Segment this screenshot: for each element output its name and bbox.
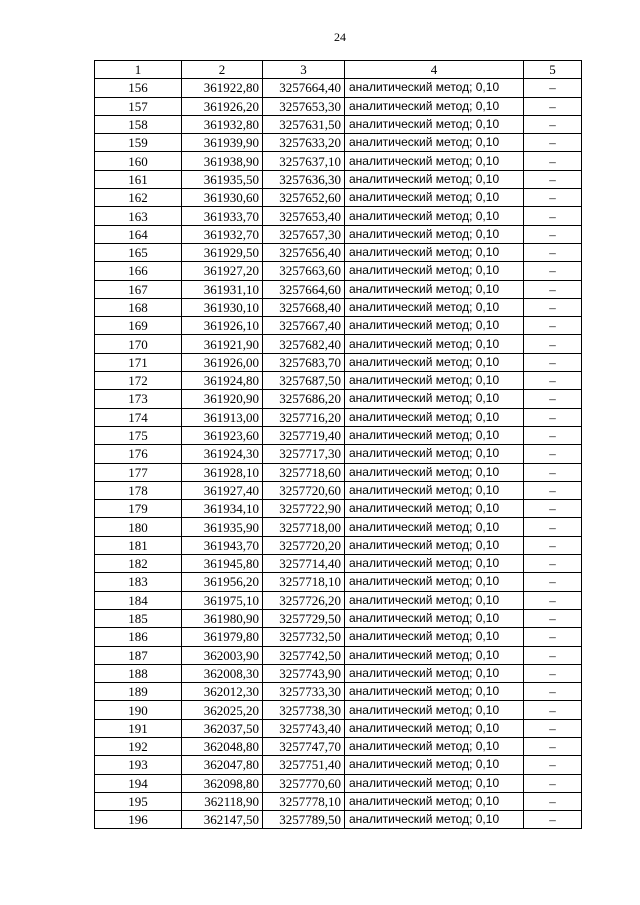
y-coordinate-cell: 3257714,40 — [263, 555, 345, 573]
description-cell: – — [524, 518, 582, 536]
y-coordinate-cell: 3257663,60 — [263, 262, 345, 280]
column-header: 5 — [524, 61, 582, 79]
x-coordinate-cell: 361932,80 — [182, 115, 263, 133]
y-coordinate-cell: 3257717,30 — [263, 445, 345, 463]
table-row — [95, 518, 582, 536]
y-coordinate-cell: 3257743,90 — [263, 664, 345, 682]
description-cell: – — [524, 555, 582, 573]
method-accuracy-cell: аналитический метод; 0,10 — [345, 500, 524, 518]
y-coordinate-cell: 3257631,50 — [263, 115, 345, 133]
point-number-cell: 157 — [95, 97, 182, 115]
x-coordinate-cell: 361943,70 — [182, 536, 263, 554]
y-coordinate-cell: 3257652,60 — [263, 189, 345, 207]
table-row — [95, 719, 582, 737]
description-cell: – — [524, 463, 582, 481]
method-accuracy-cell: аналитический метод; 0,10 — [345, 408, 524, 426]
description-cell: – — [524, 445, 582, 463]
point-number-cell: 171 — [95, 353, 182, 371]
point-number-cell: 183 — [95, 573, 182, 591]
method-accuracy-cell: аналитический метод; 0,10 — [345, 609, 524, 627]
description-cell: – — [524, 500, 582, 518]
table-row — [95, 298, 582, 316]
x-coordinate-cell: 361926,00 — [182, 353, 263, 371]
point-number-cell: 193 — [95, 756, 182, 774]
table-row — [95, 262, 582, 280]
method-accuracy-cell: аналитический метод; 0,10 — [345, 280, 524, 298]
y-coordinate-cell: 3257683,70 — [263, 353, 345, 371]
point-number-cell: 162 — [95, 189, 182, 207]
x-coordinate-cell: 361956,20 — [182, 573, 263, 591]
table-body — [95, 79, 582, 829]
description-cell: – — [524, 152, 582, 170]
description-cell: – — [524, 317, 582, 335]
point-number-cell: 195 — [95, 792, 182, 810]
y-coordinate-cell: 3257668,40 — [263, 298, 345, 316]
point-number-cell: 177 — [95, 463, 182, 481]
table-row — [95, 372, 582, 390]
description-cell: – — [524, 97, 582, 115]
y-coordinate-cell: 3257657,30 — [263, 225, 345, 243]
y-coordinate-cell: 3257718,00 — [263, 518, 345, 536]
table-header-row — [95, 61, 582, 79]
x-coordinate-cell: 361929,50 — [182, 243, 263, 261]
table-row — [95, 683, 582, 701]
point-number-cell: 185 — [95, 609, 182, 627]
method-accuracy-cell: аналитический метод; 0,10 — [345, 719, 524, 737]
description-cell: – — [524, 353, 582, 371]
point-number-cell: 180 — [95, 518, 182, 536]
x-coordinate-cell: 361933,70 — [182, 207, 263, 225]
page-number: 24 — [334, 30, 346, 44]
method-accuracy-cell: аналитический метод; 0,10 — [345, 390, 524, 408]
method-accuracy-cell: аналитический метод; 0,10 — [345, 628, 524, 646]
description-cell: – — [524, 390, 582, 408]
method-accuracy-cell: аналитический метод; 0,10 — [345, 555, 524, 573]
x-coordinate-cell: 362012,30 — [182, 683, 263, 701]
x-coordinate-cell: 362118,90 — [182, 792, 263, 810]
method-accuracy-cell: аналитический метод; 0,10 — [345, 463, 524, 481]
y-coordinate-cell: 3257720,20 — [263, 536, 345, 554]
x-coordinate-cell: 361935,50 — [182, 170, 263, 188]
method-accuracy-cell: аналитический метод; 0,10 — [345, 774, 524, 792]
method-accuracy-cell: аналитический метод; 0,10 — [345, 317, 524, 335]
point-number-cell: 191 — [95, 719, 182, 737]
point-number-cell: 169 — [95, 317, 182, 335]
description-cell: – — [524, 683, 582, 701]
y-coordinate-cell: 3257682,40 — [263, 335, 345, 353]
point-number-cell: 158 — [95, 115, 182, 133]
table-row — [95, 573, 582, 591]
x-coordinate-cell: 361932,70 — [182, 225, 263, 243]
point-number-cell: 170 — [95, 335, 182, 353]
y-coordinate-cell: 3257726,20 — [263, 591, 345, 609]
y-coordinate-cell: 3257637,10 — [263, 152, 345, 170]
x-coordinate-cell: 361935,90 — [182, 518, 263, 536]
point-number-cell: 167 — [95, 280, 182, 298]
table-row — [95, 335, 582, 353]
description-cell: – — [524, 225, 582, 243]
table-row — [95, 170, 582, 188]
y-coordinate-cell: 3257720,60 — [263, 481, 345, 499]
x-coordinate-cell: 361927,40 — [182, 481, 263, 499]
description-cell: – — [524, 243, 582, 261]
x-coordinate-cell: 361913,00 — [182, 408, 263, 426]
table-row — [95, 408, 582, 426]
y-coordinate-cell: 3257751,40 — [263, 756, 345, 774]
y-coordinate-cell: 3257722,90 — [263, 500, 345, 518]
table-row — [95, 115, 582, 133]
method-accuracy-cell: аналитический метод; 0,10 — [345, 756, 524, 774]
y-coordinate-cell: 3257778,10 — [263, 792, 345, 810]
point-number-cell: 179 — [95, 500, 182, 518]
table-row — [95, 207, 582, 225]
x-coordinate-cell: 361926,20 — [182, 97, 263, 115]
x-coordinate-cell: 361921,90 — [182, 335, 263, 353]
method-accuracy-cell: аналитический метод; 0,10 — [345, 591, 524, 609]
y-coordinate-cell: 3257687,50 — [263, 372, 345, 390]
y-coordinate-cell: 3257719,40 — [263, 426, 345, 444]
point-number-cell: 189 — [95, 683, 182, 701]
y-coordinate-cell: 3257729,50 — [263, 609, 345, 627]
x-coordinate-cell: 361928,10 — [182, 463, 263, 481]
x-coordinate-cell: 361934,10 — [182, 500, 263, 518]
y-coordinate-cell: 3257716,20 — [263, 408, 345, 426]
table-row — [95, 390, 582, 408]
x-coordinate-cell: 361945,80 — [182, 555, 263, 573]
x-coordinate-cell: 361939,90 — [182, 134, 263, 152]
description-cell: – — [524, 134, 582, 152]
method-accuracy-cell: аналитический метод; 0,10 — [345, 335, 524, 353]
table-row — [95, 664, 582, 682]
point-number-cell: 160 — [95, 152, 182, 170]
method-accuracy-cell: аналитический метод; 0,10 — [345, 243, 524, 261]
y-coordinate-cell: 3257653,40 — [263, 207, 345, 225]
y-coordinate-cell: 3257732,50 — [263, 628, 345, 646]
method-accuracy-cell: аналитический метод; 0,10 — [345, 737, 524, 755]
table-row — [95, 317, 582, 335]
method-accuracy-cell: аналитический метод; 0,10 — [345, 170, 524, 188]
point-number-cell: 165 — [95, 243, 182, 261]
x-coordinate-cell: 362025,20 — [182, 701, 263, 719]
table-row — [95, 243, 582, 261]
column-header: 3 — [263, 61, 345, 79]
y-coordinate-cell: 3257718,60 — [263, 463, 345, 481]
description-cell: – — [524, 298, 582, 316]
description-cell: – — [524, 207, 582, 225]
method-accuracy-cell: аналитический метод; 0,10 — [345, 518, 524, 536]
y-coordinate-cell: 3257789,50 — [263, 811, 345, 829]
table-row — [95, 225, 582, 243]
description-cell: – — [524, 774, 582, 792]
point-number-cell: 163 — [95, 207, 182, 225]
y-coordinate-cell: 3257747,70 — [263, 737, 345, 755]
table-row — [95, 426, 582, 444]
method-accuracy-cell: аналитический метод; 0,10 — [345, 79, 524, 97]
x-coordinate-cell: 361979,80 — [182, 628, 263, 646]
method-accuracy-cell: аналитический метод; 0,10 — [345, 481, 524, 499]
description-cell: – — [524, 170, 582, 188]
x-coordinate-cell: 361931,10 — [182, 280, 263, 298]
table-row — [95, 811, 582, 829]
table-row — [95, 756, 582, 774]
x-coordinate-cell: 361920,90 — [182, 390, 263, 408]
method-accuracy-cell: аналитический метод; 0,10 — [345, 189, 524, 207]
description-cell: – — [524, 628, 582, 646]
method-accuracy-cell: аналитический метод; 0,10 — [345, 811, 524, 829]
table-row — [95, 646, 582, 664]
table-row — [95, 134, 582, 152]
point-number-cell: 173 — [95, 390, 182, 408]
method-accuracy-cell: аналитический метод; 0,10 — [345, 225, 524, 243]
point-number-cell: 176 — [95, 445, 182, 463]
table-row — [95, 555, 582, 573]
method-accuracy-cell: аналитический метод; 0,10 — [345, 97, 524, 115]
x-coordinate-cell: 362037,50 — [182, 719, 263, 737]
description-cell: – — [524, 189, 582, 207]
table-row — [95, 280, 582, 298]
description-cell: – — [524, 408, 582, 426]
x-coordinate-cell: 361926,10 — [182, 317, 263, 335]
method-accuracy-cell: аналитический метод; 0,10 — [345, 353, 524, 371]
y-coordinate-cell: 3257656,40 — [263, 243, 345, 261]
x-coordinate-cell: 361924,80 — [182, 372, 263, 390]
point-number-cell: 190 — [95, 701, 182, 719]
table-row — [95, 701, 582, 719]
table-row — [95, 79, 582, 97]
x-coordinate-cell: 361980,90 — [182, 609, 263, 627]
table-row — [95, 463, 582, 481]
x-coordinate-cell: 361938,90 — [182, 152, 263, 170]
method-accuracy-cell: аналитический метод; 0,10 — [345, 298, 524, 316]
description-cell: – — [524, 79, 582, 97]
description-cell: – — [524, 811, 582, 829]
x-coordinate-cell: 361930,60 — [182, 189, 263, 207]
point-number-cell: 187 — [95, 646, 182, 664]
method-accuracy-cell: аналитический метод; 0,10 — [345, 683, 524, 701]
description-cell: – — [524, 335, 582, 353]
table-row — [95, 500, 582, 518]
point-number-cell: 196 — [95, 811, 182, 829]
description-cell: – — [524, 426, 582, 444]
y-coordinate-cell: 3257653,30 — [263, 97, 345, 115]
table-row — [95, 591, 582, 609]
table-row — [95, 792, 582, 810]
description-cell: – — [524, 737, 582, 755]
description-cell: – — [524, 756, 582, 774]
method-accuracy-cell: аналитический метод; 0,10 — [345, 573, 524, 591]
description-cell: – — [524, 536, 582, 554]
y-coordinate-cell: 3257633,20 — [263, 134, 345, 152]
table-row — [95, 97, 582, 115]
x-coordinate-cell: 361923,60 — [182, 426, 263, 444]
table-row — [95, 481, 582, 499]
column-header: 2 — [182, 61, 263, 79]
description-cell: – — [524, 646, 582, 664]
point-number-cell: 181 — [95, 536, 182, 554]
y-coordinate-cell: 3257667,40 — [263, 317, 345, 335]
x-coordinate-cell: 362098,80 — [182, 774, 263, 792]
point-number-cell: 178 — [95, 481, 182, 499]
x-coordinate-cell: 361930,10 — [182, 298, 263, 316]
column-header: 4 — [345, 61, 524, 79]
description-cell: – — [524, 609, 582, 627]
y-coordinate-cell: 3257742,50 — [263, 646, 345, 664]
y-coordinate-cell: 3257718,10 — [263, 573, 345, 591]
table-row — [95, 628, 582, 646]
method-accuracy-cell: аналитический метод; 0,10 — [345, 372, 524, 390]
method-accuracy-cell: аналитический метод; 0,10 — [345, 262, 524, 280]
y-coordinate-cell: 3257636,30 — [263, 170, 345, 188]
point-number-cell: 156 — [95, 79, 182, 97]
point-number-cell: 159 — [95, 134, 182, 152]
description-cell: – — [524, 792, 582, 810]
point-number-cell: 172 — [95, 372, 182, 390]
method-accuracy-cell: аналитический метод; 0,10 — [345, 701, 524, 719]
y-coordinate-cell: 3257664,60 — [263, 280, 345, 298]
point-number-cell: 192 — [95, 737, 182, 755]
x-coordinate-cell: 362147,50 — [182, 811, 263, 829]
column-header: 1 — [95, 61, 182, 79]
description-cell: – — [524, 701, 582, 719]
x-coordinate-cell: 362047,80 — [182, 756, 263, 774]
description-cell: – — [524, 719, 582, 737]
x-coordinate-cell: 362048,80 — [182, 737, 263, 755]
table-row — [95, 152, 582, 170]
x-coordinate-cell: 361924,30 — [182, 445, 263, 463]
point-number-cell: 166 — [95, 262, 182, 280]
method-accuracy-cell: аналитический метод; 0,10 — [345, 115, 524, 133]
y-coordinate-cell: 3257738,30 — [263, 701, 345, 719]
x-coordinate-cell: 361922,80 — [182, 79, 263, 97]
method-accuracy-cell: аналитический метод; 0,10 — [345, 207, 524, 225]
point-number-cell: 175 — [95, 426, 182, 444]
table-row — [95, 353, 582, 371]
table-row — [95, 445, 582, 463]
table-row — [95, 189, 582, 207]
point-number-cell: 168 — [95, 298, 182, 316]
point-number-cell: 188 — [95, 664, 182, 682]
description-cell: – — [524, 664, 582, 682]
x-coordinate-cell: 361975,10 — [182, 591, 263, 609]
x-coordinate-cell: 362003,90 — [182, 646, 263, 664]
description-cell: – — [524, 280, 582, 298]
description-cell: – — [524, 573, 582, 591]
description-cell: – — [524, 481, 582, 499]
description-cell: – — [524, 591, 582, 609]
point-number-cell: 161 — [95, 170, 182, 188]
table-row — [95, 774, 582, 792]
x-coordinate-cell: 361927,20 — [182, 262, 263, 280]
method-accuracy-cell: аналитический метод; 0,10 — [345, 646, 524, 664]
table-row — [95, 737, 582, 755]
y-coordinate-cell: 3257770,60 — [263, 774, 345, 792]
method-accuracy-cell: аналитический метод; 0,10 — [345, 152, 524, 170]
coordinates-table — [94, 60, 582, 829]
y-coordinate-cell: 3257664,40 — [263, 79, 345, 97]
y-coordinate-cell: 3257743,40 — [263, 719, 345, 737]
description-cell: – — [524, 115, 582, 133]
method-accuracy-cell: аналитический метод; 0,10 — [345, 134, 524, 152]
point-number-cell: 186 — [95, 628, 182, 646]
method-accuracy-cell: аналитический метод; 0,10 — [345, 792, 524, 810]
table-row — [95, 536, 582, 554]
point-number-cell: 182 — [95, 555, 182, 573]
point-number-cell: 164 — [95, 225, 182, 243]
y-coordinate-cell: 3257686,20 — [263, 390, 345, 408]
description-cell: – — [524, 372, 582, 390]
point-number-cell: 174 — [95, 408, 182, 426]
y-coordinate-cell: 3257733,30 — [263, 683, 345, 701]
table-row — [95, 609, 582, 627]
method-accuracy-cell: аналитический метод; 0,10 — [345, 426, 524, 444]
method-accuracy-cell: аналитический метод; 0,10 — [345, 536, 524, 554]
method-accuracy-cell: аналитический метод; 0,10 — [345, 445, 524, 463]
point-number-cell: 184 — [95, 591, 182, 609]
x-coordinate-cell: 362008,30 — [182, 664, 263, 682]
description-cell: – — [524, 262, 582, 280]
method-accuracy-cell: аналитический метод; 0,10 — [345, 664, 524, 682]
point-number-cell: 194 — [95, 774, 182, 792]
